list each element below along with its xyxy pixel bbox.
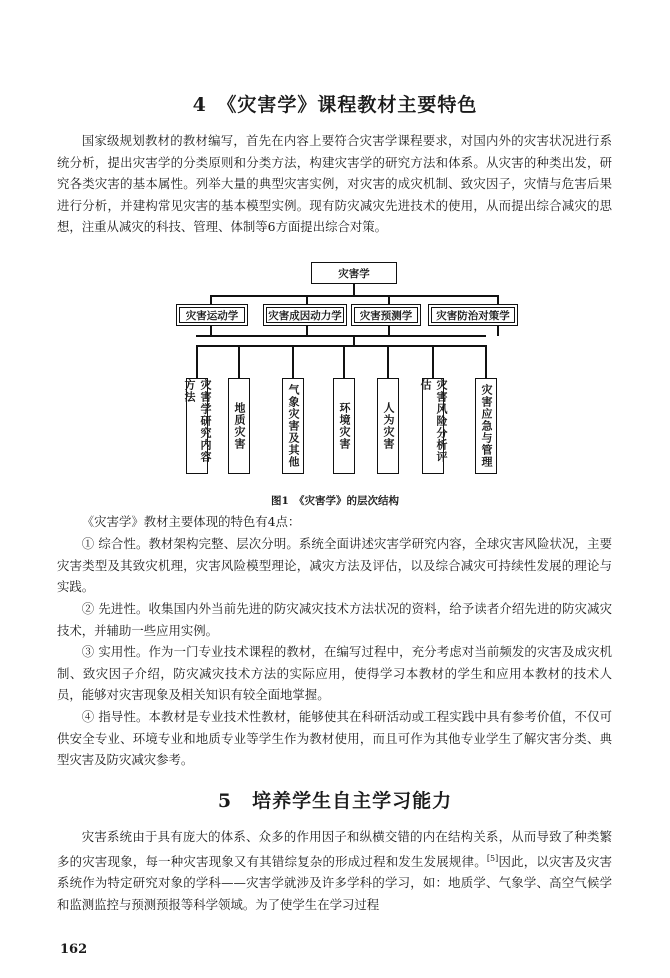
figure-caption: 图1 《灾害学》的层次结构 [270, 495, 400, 507]
diagram-level3-box: 人为灾害 [377, 378, 399, 474]
diagram-root-box: 灾害学 [311, 262, 397, 284]
diagram-level3-box: 灾害学研究内容方法 [186, 378, 208, 474]
page-number: 162 [60, 942, 88, 957]
citation-marker: [5] [486, 853, 499, 863]
intro-paragraph: 国家级规划教材的教材编写，首先在内容上要符合灾害学课程要求，对国内外的灾害状况进行系统分析，提出灾害学的分类原则和分类方法，构建灾害学的研究方法和体系。从灾害的种类出发，研究各类灾害的基本属性。列举大量的典型灾害实例，对灾害的成灾机制、致灾因子，灾情与危害后果进行分析，并建构常见灾害的基本模型实例。现有防灾减灾先进技术的使用，从而提出综合减灾的思想，注重从减灾的科技、管理、体制等6方面提出综合对策。 [57, 133, 612, 234]
section-5-heading: 5 培养学生自主学习能力 [217, 790, 453, 812]
diagram-level3-box: 环境灾害 [333, 378, 355, 474]
diagram-level2-box: 灾害成因动力学 [263, 304, 347, 326]
features-intro: 《灾害学》教材主要体现的特色有4点： [81, 514, 301, 529]
diagram-level3-box: 地质灾害 [228, 378, 250, 474]
section-5-paragraph [57, 826, 612, 915]
diagram-level2-box: 灾害防治对策学 [428, 304, 518, 326]
diagram-level2-box: 灾害运动学 [176, 304, 248, 326]
diagram-level3-box: 灾害风险分析评估 [422, 378, 444, 474]
feature-4: ④ 指导性。本教材是专业技术性教材，能够使其在科研活动或工程实践中具有参考价值，不仅可供安全专业、环境专业和地质专业等学生作为教材使用，而且可作为其他专业学生了解灾害分类、典型灾害及防灾减灾参考。 [57, 709, 612, 767]
section-5-text-a: 灾害系统由于具有庞大的体系、众多的作用因子和纵横交错的内在结构关系，从而导致了种类繁多的灾害现象，每一种灾害现象又有其错综复杂的形成过程和发生发展规律。 [57, 829, 612, 869]
feature-2: ② 先进性。收集国内外当前先进的防灾减灾技术方法状况的资料，给予读者介绍先进的防灾减灾技术，并辅助一些应用实例。 [57, 601, 612, 638]
diagram-level3-box: 灾害应急与管理 [475, 378, 497, 474]
section-5-text-b: 因此，以灾害及灾害系统作为特定研究对象的学科——灾害学就涉及许多学科的学习，如：地质学、气象学、高空气候学和监测监控与预测预报等科学领域。为了使学生在学习过程 [57, 853, 613, 912]
diagram-level3-box: 气象灾害及其他 [282, 378, 304, 474]
diagram-level2-box: 灾害预测学 [351, 304, 421, 326]
feature-1: ① 综合性。教材架构完整、层次分明。系统全面讲述灾害学研究内容，全球灾害风险状况，主要灾害类型及其致灾机理，灾害风险模型理论，减灾方法及评估，以及综合减灾可持续性发展的理论与实践。 [57, 536, 612, 594]
section-4-heading: 4 《灾害学》课程教材主要特色 [192, 94, 478, 116]
feature-3: ③ 实用性。作为一门专业技术课程的教材，在编写过程中，充分考虑对当前频发的灾害及成灾机制、致灾因子介绍，防灾减灾技术方法的实际应用，使得学习本教材的学生和应用本教材的技术人员，能够对灾害现象及相关知识有较全面地掌握。 [57, 644, 612, 702]
